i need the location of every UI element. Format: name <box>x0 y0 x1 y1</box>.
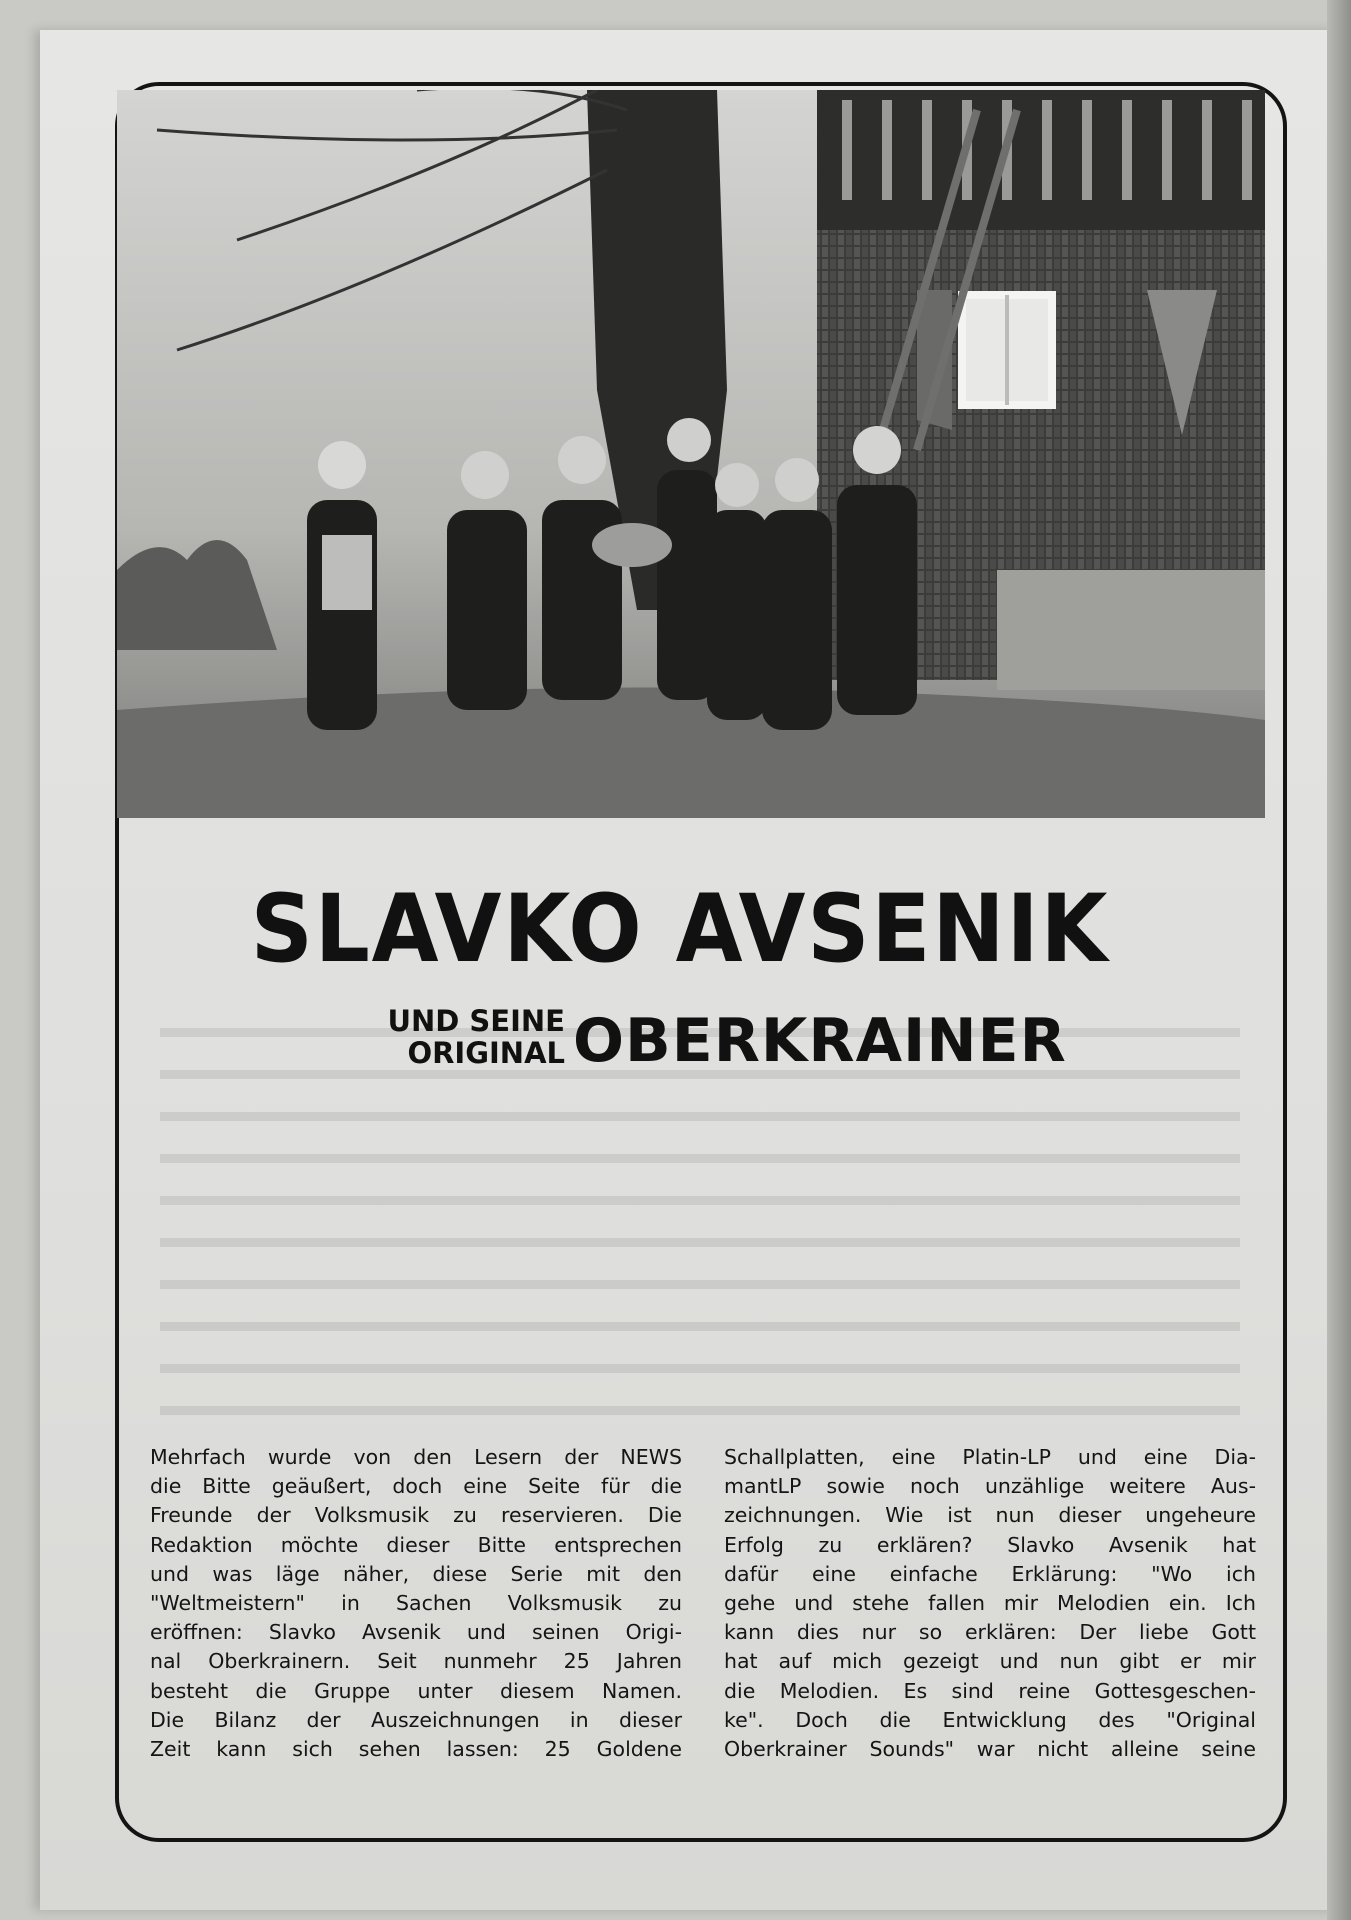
text-line: Zeit kann sich sehen lassen: 25 Goldene <box>150 1737 682 1762</box>
text-line: dafür eine einfache Erklärung: "Wo ich <box>724 1561 1256 1586</box>
text-column-right <box>724 1443 1256 1764</box>
page-edge <box>1327 0 1351 1920</box>
band-photo <box>117 90 1265 818</box>
text-line: zeichnungen. Wie ist nun dieser ungeheure <box>724 1503 1256 1528</box>
text-line: ke". Doch die Entwicklung des "Original <box>724 1707 1256 1732</box>
text-line: mantLP sowie noch unzählige weitere Aus- <box>724 1474 1256 1499</box>
text-line: gehe und stehe fallen mir Melodien ein. Ich <box>724 1591 1256 1616</box>
text-line: Schallplatten, eine Platin-LP und eine Dia- <box>724 1445 1256 1469</box>
text-line: kann dies nur so erklären: Der liebe Gott <box>724 1620 1256 1645</box>
subtitle-main: OBERKRAINER <box>573 1006 1067 1076</box>
subtitle-prefix <box>333 1005 565 1069</box>
page-title: SLAVKO AVSENIK <box>250 875 1110 984</box>
text-line: besteht die Gruppe unter diesem Namen. <box>150 1678 682 1703</box>
text-line: Redaktion möchte dieser Bitte entsprechen <box>150 1532 682 1557</box>
text-line: Erfolg zu erklären? Slavko Avsenik hat <box>724 1532 1256 1557</box>
text-line: Mehrfach wurde von den Lesern der NEWS <box>150 1445 682 1469</box>
text-line: und was läge näher, diese Serie mit den <box>150 1561 682 1586</box>
text-line: Freunde der Volksmusik zu reservieren. Die <box>150 1503 682 1528</box>
text-line: eröffnen: Slavko Avsenik und seinen Origi- <box>150 1620 682 1645</box>
text-line: nal Oberkrainern. Seit nunmehr 25 Jahren <box>150 1649 682 1674</box>
text-line: die Melodien. Es sind reine Gottesgeschen- <box>724 1678 1256 1703</box>
text-line: "Weltmeistern" in Sachen Volksmusik zu <box>150 1591 682 1616</box>
text-line: hat auf mich gezeigt und nun gibt er mir <box>724 1649 1256 1674</box>
text-line: Oberkrainer Sounds" war nicht alleine seine <box>724 1737 1256 1762</box>
text-column-left <box>150 1443 682 1764</box>
text-line: die Bitte geäußert, doch eine Seite für die <box>150 1474 682 1499</box>
text-line: Die Bilanz der Auszeichnungen in dieser <box>150 1707 682 1732</box>
subtitle-line2: ORIGINAL <box>407 1036 565 1070</box>
subtitle <box>333 1004 1067 1095</box>
subtitle-line1: UND SEINE <box>387 1004 565 1038</box>
